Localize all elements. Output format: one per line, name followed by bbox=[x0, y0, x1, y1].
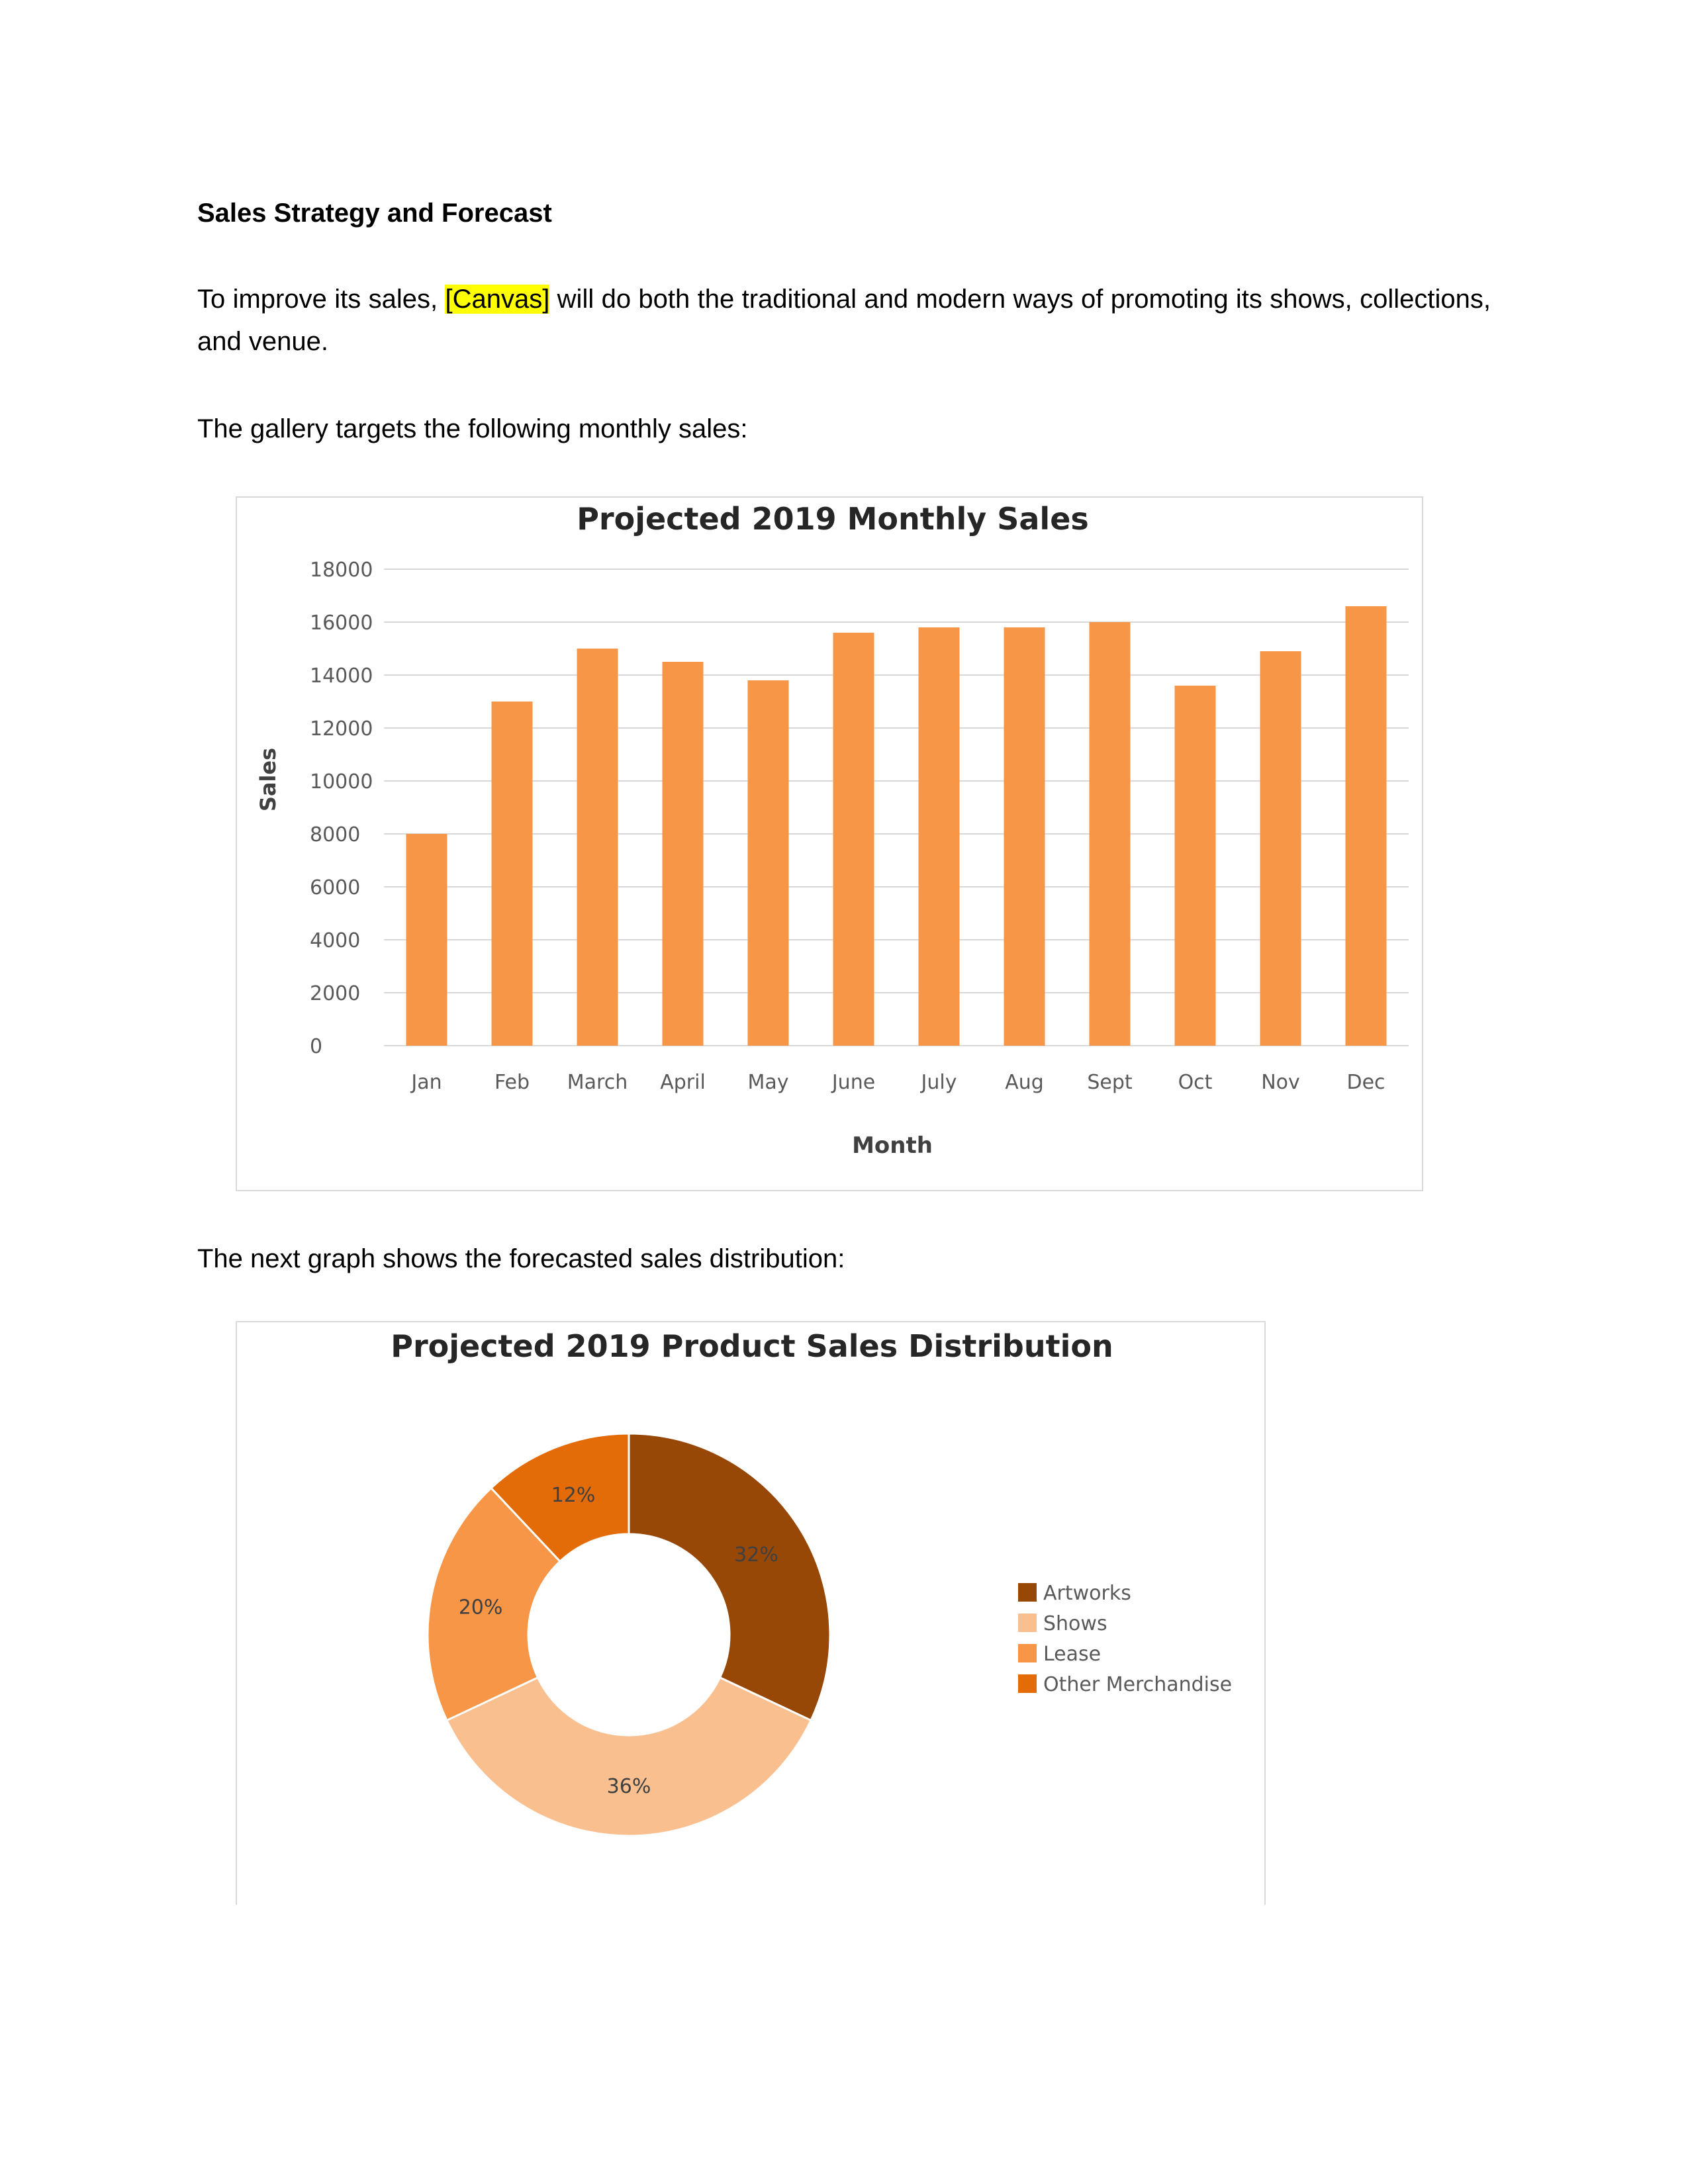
intro-text-start: To improve its sales, bbox=[197, 285, 445, 314]
bar-oct bbox=[1175, 686, 1216, 1046]
bar-chart-y-tick-label: 2000 bbox=[310, 982, 361, 1005]
bar-chart-y-tick-label: 18000 bbox=[310, 559, 373, 582]
bar-nov bbox=[1260, 651, 1301, 1046]
section-heading: Sales Strategy and Forecast bbox=[197, 199, 552, 228]
legend-label: Lease bbox=[1043, 1643, 1102, 1666]
bar-chart-x-tick-label: Aug bbox=[1005, 1071, 1044, 1094]
bar-chart-x-tick-label: June bbox=[831, 1071, 876, 1094]
bar-april bbox=[663, 662, 704, 1046]
bar-chart-y-tick-label: 12000 bbox=[310, 717, 373, 741]
bar-aug bbox=[1004, 627, 1045, 1046]
bar-chart-x-tick-label: Oct bbox=[1178, 1071, 1213, 1094]
legend-label: Other Merchandise bbox=[1043, 1673, 1233, 1696]
legend-swatch bbox=[1018, 1614, 1037, 1632]
bar-jan bbox=[406, 834, 447, 1046]
bar-chart-y-axis-label: Sales bbox=[256, 747, 281, 812]
bar-chart-y-tick-label: 6000 bbox=[310, 876, 361, 899]
donut-data-label: 12% bbox=[551, 1484, 596, 1508]
bar-chart-x-tick-label: Feb bbox=[494, 1071, 530, 1094]
bar-chart-x-tick-label: April bbox=[660, 1071, 706, 1094]
legend-label: Artworks bbox=[1043, 1582, 1131, 1605]
bar-june bbox=[833, 633, 874, 1046]
legend-swatch bbox=[1018, 1674, 1037, 1693]
monthly-sales-chart bbox=[236, 496, 1423, 1191]
bar-chart-y-tick-label: 4000 bbox=[310, 929, 361, 952]
bar-chart-x-tick-label: Sept bbox=[1087, 1071, 1133, 1094]
donut-slice-shows bbox=[447, 1678, 811, 1836]
bar-feb bbox=[492, 702, 533, 1046]
monthly-sales-intro: The gallery targets the following monthly sales: bbox=[197, 414, 748, 443]
legend-swatch bbox=[1018, 1583, 1037, 1602]
donut-data-label: 36% bbox=[606, 1775, 651, 1798]
canvas-placeholder-highlight: [Canvas] bbox=[445, 285, 550, 314]
donut-data-label: 32% bbox=[734, 1543, 778, 1567]
bar-july bbox=[919, 627, 960, 1046]
intro-text-end: will do both the traditional and modern ways of promoting its shows, collections, and venue. bbox=[197, 285, 1491, 356]
bar-chart-y-tick-label: 0 bbox=[310, 1035, 323, 1058]
legend-label: Shows bbox=[1043, 1612, 1107, 1635]
donut-data-label: 20% bbox=[458, 1596, 503, 1619]
bar-chart-title: Projected 2019 Monthly Sales bbox=[577, 501, 1089, 537]
donut-slice-artworks bbox=[629, 1433, 830, 1720]
sales-distribution-chart bbox=[236, 1321, 1266, 1905]
sales-distribution-chart-svg bbox=[237, 1322, 1264, 1905]
bar-chart-y-tick-label: 16000 bbox=[310, 612, 373, 635]
bar-may bbox=[748, 680, 789, 1046]
bar-dec bbox=[1346, 606, 1387, 1046]
bar-chart-x-tick-label: Dec bbox=[1346, 1071, 1385, 1094]
bar-chart-y-tick-label: 10000 bbox=[310, 770, 373, 794]
pie-chart-title: Projected 2019 Product Sales Distribution bbox=[391, 1328, 1113, 1364]
distribution-intro: The next graph shows the forecasted sales distribution: bbox=[197, 1244, 845, 1273]
monthly-sales-chart-svg bbox=[237, 498, 1422, 1190]
bar-chart-y-tick-label: 14000 bbox=[310, 664, 373, 688]
legend-swatch bbox=[1018, 1644, 1037, 1662]
bar-sept bbox=[1090, 622, 1131, 1046]
bar-chart-x-tick-label: Jan bbox=[411, 1071, 442, 1094]
bar-march bbox=[577, 649, 618, 1046]
bar-chart-x-tick-label: Nov bbox=[1261, 1071, 1300, 1094]
bar-chart-x-tick-label: May bbox=[747, 1071, 789, 1094]
intro-paragraph bbox=[197, 278, 1491, 363]
bar-chart-x-tick-label: July bbox=[921, 1071, 957, 1094]
bar-chart-y-tick-label: 8000 bbox=[310, 823, 361, 846]
bar-chart-x-axis-label: Month bbox=[852, 1132, 933, 1159]
bar-chart-x-tick-label: March bbox=[567, 1071, 628, 1094]
